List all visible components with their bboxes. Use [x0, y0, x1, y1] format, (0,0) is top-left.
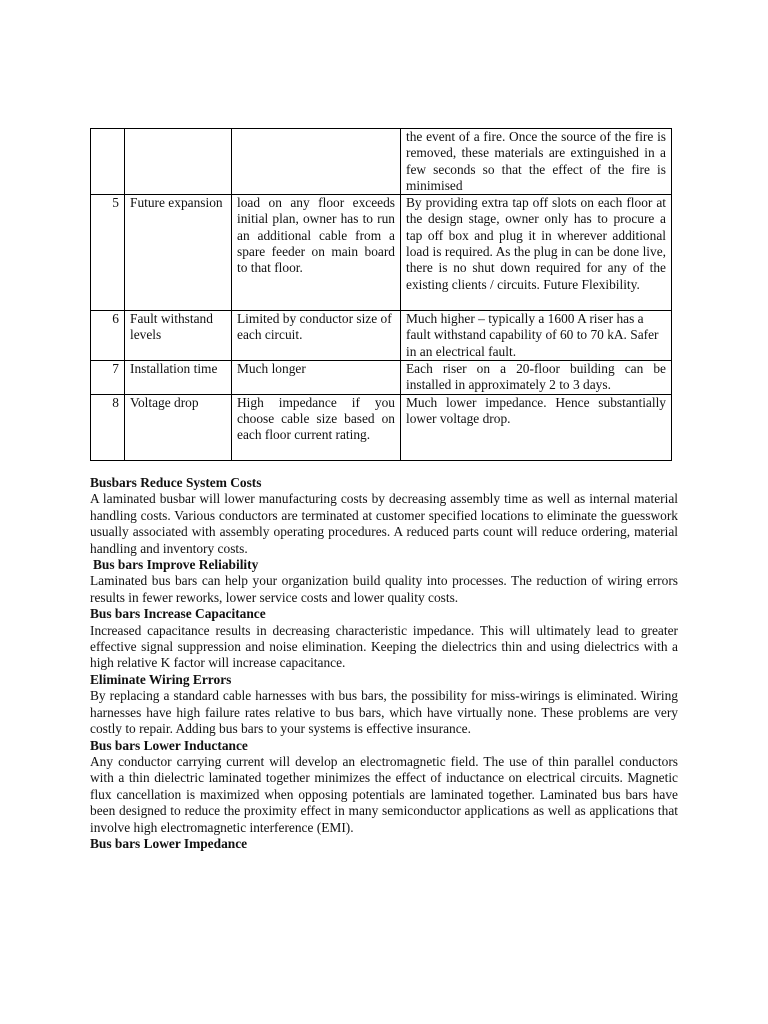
table-row [91, 129, 672, 195]
section-heading: Busbars Reduce System Costs [90, 475, 262, 490]
feature-cell: Installation time [125, 361, 232, 395]
section-heading: Bus bars Increase Capacitance [90, 606, 266, 622]
body-text [90, 475, 678, 852]
section-heading: Bus bars Lower Inductance [90, 737, 248, 753]
row-number: 6 [91, 311, 125, 361]
busbar-cell: Much higher – typically a 1600 A riser has a fault withstand capability of 60 to 70 kA. Safer in an electrical fault. [401, 311, 672, 361]
section-paragraph: Increased capacitance results in decreasing characteristic impedance. This will ultimately lead to greater effective signal suppression and noise elimination. Keeping the dielectrics thin and using dielectrics with a high relative K factor will increase capacitance. [90, 622, 678, 671]
row-number: 7 [91, 361, 125, 395]
feature-cell: Fault withstand levels [125, 311, 232, 361]
row-number: 8 [91, 394, 125, 460]
busbar-cell: Each riser on a 20-floor building can be installed in approximately 2 to 3 days. [401, 361, 672, 395]
section-paragraph: Any conductor carrying current will develop an electromagnetic field. The use of thin parallel conductors with a thin dielectric laminated together minimizes the effect of inductance on electrical circuits. Magnetic flux cancellation is maximized when opposing potentials are laminated together. Laminated bus bars have been designed to reduce the proximity effect in many semiconductor applications as well as applications that involve high electromagnetic interference (EMI). [90, 753, 678, 835]
section-heading: Eliminate Wiring Errors [90, 671, 232, 687]
comparison-table [90, 128, 672, 461]
section-paragraph: A laminated busbar will lower manufacturing costs by decreasing assembly time as well as internal material handling costs. Various conductors are terminated at customer specified locations to eliminate the guesswork usually associated with assembly operating procedures. A reduced parts count will reduce ordering, material handling and inventory costs. [90, 491, 678, 556]
section-heading: Bus bars Improve Reliability [93, 557, 259, 573]
busbar-cell: By providing extra tap off slots on each floor at the design stage, owner only has to procure a tap off box and plug it in wherever additional load is required. As the plug in can be done live, there is no shut down required for any of the existing clients / circuits. Future Flexibility. [401, 195, 672, 311]
cable-cell: Limited by conductor size of each circuit. [232, 311, 401, 361]
cable-cell: High impedance if you choose cable size based on each floor current rating. [232, 394, 401, 460]
cable-cell [232, 129, 401, 195]
row-number: 5 [91, 195, 125, 311]
section-paragraph: Laminated bus bars can help your organization build quality into processes. The reduction of wiring errors results in fewer reworks, lower service costs and lower quality costs. [90, 573, 678, 605]
feature-cell [125, 129, 232, 195]
table-row [91, 195, 672, 311]
section-heading: Bus bars Lower Impedance [90, 835, 248, 851]
table-row [91, 361, 672, 395]
busbar-cell: Much lower impedance. Hence substantially lower voltage drop. [401, 394, 672, 460]
cable-cell: load on any floor exceeds initial plan, owner has to run an additional cable from a spare feeder on main board to that floor. [232, 195, 401, 311]
busbar-cell: the event of a fire. Once the source of the fire is removed, these materials are extinguished in a few seconds so that the effect of the fire is minimised [401, 129, 672, 195]
cable-cell: Much longer [232, 361, 401, 395]
row-number [91, 129, 125, 195]
table-row [91, 394, 672, 460]
table-row [91, 311, 672, 361]
section-paragraph: By replacing a standard cable harnesses with bus bars, the possibility for miss-wirings is eliminated. Wiring harnesses have high failure rates relative to bus bars, which have virtually none. These problems are very costly to repair. Adding bus bars to your systems is effective insurance. [90, 688, 678, 737]
feature-cell: Voltage drop [125, 394, 232, 460]
feature-cell: Future expansion [125, 195, 232, 311]
